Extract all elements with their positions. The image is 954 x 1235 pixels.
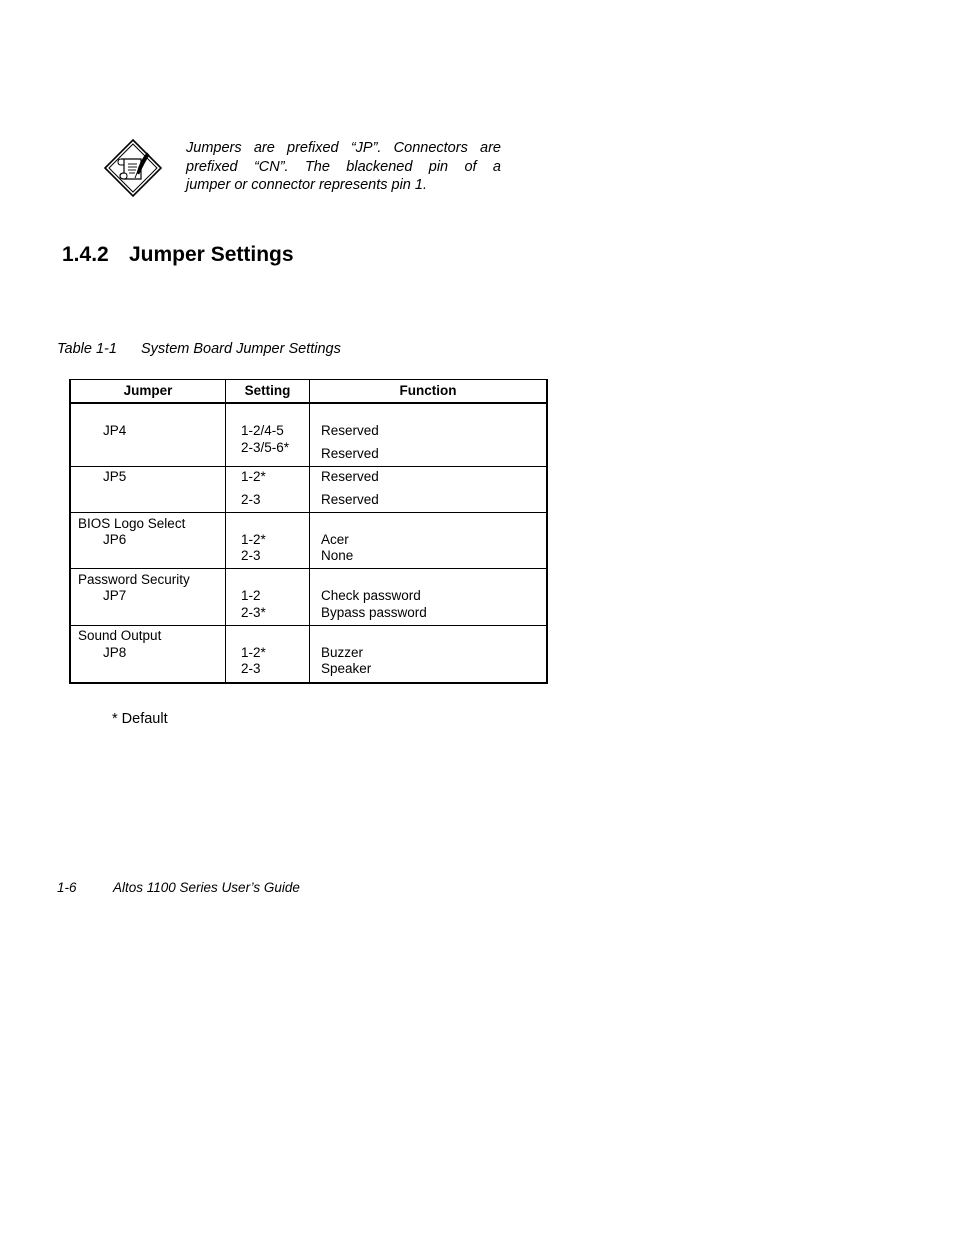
header-jumper: Jumper <box>123 383 173 398</box>
note-line: jumper or connector represents pin 1. <box>186 177 427 194</box>
footer-title: Altos 1100 Series User’s Guide <box>113 880 300 895</box>
function-value: Check password <box>321 588 421 603</box>
jumper-id: JP8 <box>103 645 127 660</box>
function-value: Speaker <box>321 661 372 676</box>
jumper-group: Sound Output <box>78 628 162 643</box>
section-number: 1.4.2 <box>62 243 109 266</box>
setting-value: 1-2* <box>241 532 266 547</box>
setting-value: 2-3 <box>241 548 261 563</box>
section-heading <box>62 243 294 267</box>
jumper-group: Password Security <box>78 572 190 587</box>
row-divider <box>71 625 547 626</box>
page-number: 1-6 <box>57 880 77 895</box>
setting-value: 2-3/5-6* <box>241 440 290 455</box>
row-divider <box>71 466 547 467</box>
jumper-id: JP7 <box>103 588 127 603</box>
header-function: Function <box>399 383 457 398</box>
function-value: Reserved <box>321 469 379 484</box>
function-value: Reserved <box>321 446 379 461</box>
page-footer <box>57 880 300 895</box>
setting-value: 1-2 <box>241 588 261 603</box>
note-text <box>186 139 501 195</box>
function-value: None <box>321 548 354 563</box>
table-footnote: * Default <box>112 711 168 727</box>
jumper-id: JP6 <box>103 532 127 547</box>
row-divider <box>71 568 547 569</box>
section-title: Jumper Settings <box>129 243 294 266</box>
setting-value: 2-3* <box>241 605 266 620</box>
setting-value: 1-2* <box>241 469 266 484</box>
function-value: Buzzer <box>321 645 364 660</box>
jumper-id: JP4 <box>103 423 127 438</box>
note-line: Jumpers are prefixed “JP”. Connectors are <box>186 140 501 156</box>
function-value: Bypass password <box>321 605 427 620</box>
table-caption <box>57 341 341 357</box>
jumper-group: BIOS Logo Select <box>78 516 186 531</box>
table-caption-title: System Board Jumper Settings <box>141 341 341 357</box>
column-divider <box>546 380 547 682</box>
column-divider <box>309 380 310 682</box>
setting-value: 1-2/4-5 <box>241 423 284 438</box>
jumper-id: JP5 <box>103 469 127 484</box>
column-divider <box>225 380 226 682</box>
jumper-settings-table <box>69 379 548 684</box>
setting-value: 2-3 <box>241 492 261 507</box>
header-divider <box>71 402 547 404</box>
setting-value: 2-3 <box>241 661 261 676</box>
row-divider <box>71 512 547 513</box>
header-setting: Setting <box>244 383 291 398</box>
function-value: Acer <box>321 532 349 547</box>
function-value: Reserved <box>321 423 379 438</box>
function-value: Reserved <box>321 492 379 507</box>
note-scroll-icon <box>104 139 162 197</box>
table-caption-number: Table 1-1 <box>57 341 117 357</box>
note-line: prefixed “CN”. The blackened pin of a <box>186 158 501 175</box>
setting-value: 1-2* <box>241 645 266 660</box>
